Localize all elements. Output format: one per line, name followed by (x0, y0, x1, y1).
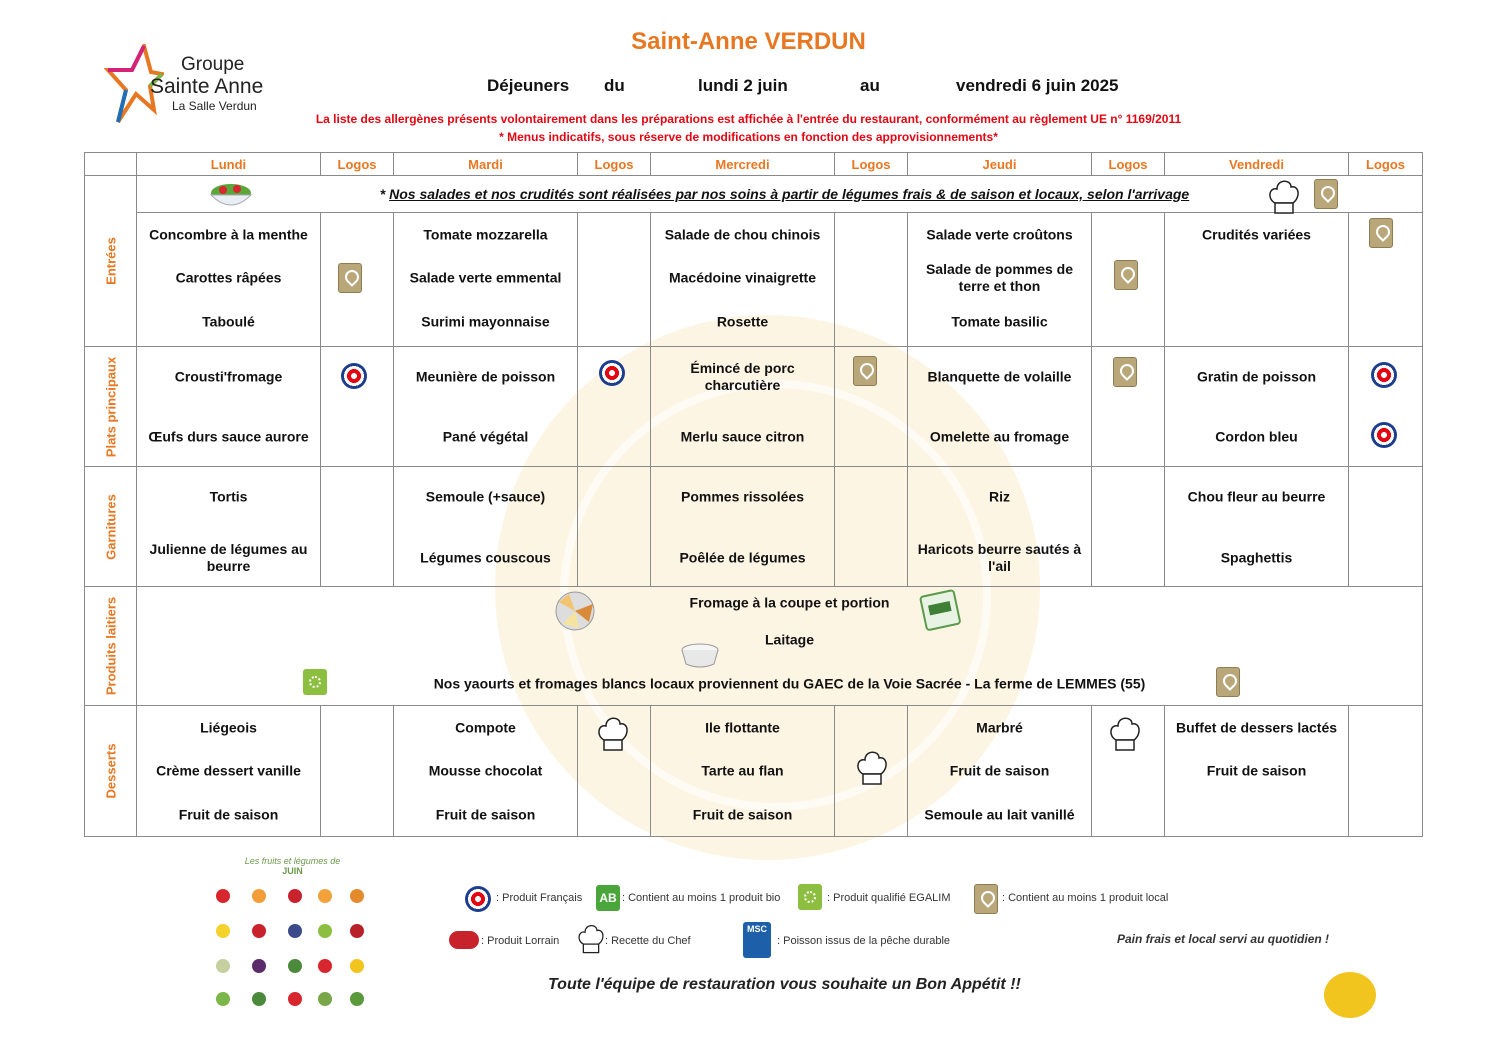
salad-note-star: * (379, 186, 390, 202)
dish: Crudités variées (1202, 226, 1311, 243)
laitiers-cell (137, 587, 1423, 706)
logo-line2: Sainte Anne (150, 75, 264, 98)
bon-appetit: Toute l'équipe de restauration vous souhaite un Bon Appétit !! (548, 976, 1021, 993)
period-start: lundi 2 juin (698, 76, 788, 95)
local-product-icon (853, 356, 877, 386)
local-product-icon (1369, 218, 1393, 248)
french-product-icon (465, 886, 491, 912)
logos-mardi (578, 347, 651, 467)
period-du: du (604, 76, 625, 95)
dish: Macédoine vinaigrette (668, 269, 817, 286)
salad-bowl-icon (207, 179, 255, 211)
logos-lundi (321, 347, 394, 467)
legend-bio: : Contient au moins 1 produit bio (622, 892, 781, 904)
produce-grid-icon (205, 876, 380, 1016)
logos-mardi (578, 706, 651, 837)
local-product-icon (974, 884, 998, 914)
chef-hat-icon (1267, 177, 1301, 217)
dish: Mousse chocolat (428, 762, 543, 779)
french-product-icon (341, 363, 367, 389)
chef-hat-icon (596, 714, 630, 754)
poster-title: Les fruits et légumes de (244, 856, 341, 866)
dish: Semoule (+sauce) (425, 488, 546, 505)
logos-mercredi (835, 706, 908, 837)
col-logos: Logos (1092, 153, 1165, 176)
legend-local: : Contient au moins 1 produit local (1002, 892, 1169, 904)
dish: Marbré (976, 719, 1023, 736)
dish: Buffet de dessers lactés (1175, 719, 1338, 736)
menu-disclaimer: * Menus indicatifs, sous réserve de modifications en fonction des approvisionnements* (499, 130, 998, 144)
dish: Compote (455, 719, 516, 736)
dish: Liégeois (200, 719, 257, 736)
category-garnitures: Garnitures (85, 467, 137, 587)
col-logos: Logos (835, 153, 908, 176)
entrees-row (85, 213, 1423, 347)
local-product-icon (1314, 179, 1338, 209)
desserts-lundi (137, 706, 321, 837)
dish: Rosette (716, 313, 769, 330)
dish: Salade de pommes de terre et thon (925, 261, 1074, 294)
french-product-icon (599, 360, 625, 386)
dish: Carottes râpées (175, 269, 282, 286)
legend-lorrain: : Produit Lorrain (481, 935, 560, 947)
garnitures-lundi (137, 467, 321, 587)
dish: Tortis (209, 488, 248, 505)
french-product-icon (1371, 362, 1397, 388)
logos-vendredi (1349, 467, 1423, 587)
entrees-vendredi (1165, 213, 1349, 347)
logos-jeudi (1092, 213, 1165, 347)
dish: Émincé de porc charcutière (690, 360, 795, 393)
col-mardi: Mardi (394, 153, 578, 176)
local-product-icon (338, 263, 362, 293)
poster-month: JUIN (282, 866, 303, 876)
menu-table (84, 152, 1423, 837)
category-desserts: Desserts (85, 706, 137, 837)
logos-lundi (321, 706, 394, 837)
dish: Gratin de poisson (1196, 368, 1316, 385)
dish: Chou fleur au beurre (1187, 488, 1326, 505)
dish: Tomate basilic (951, 313, 1048, 330)
desserts-mardi (394, 706, 578, 837)
col-vendredi: Vendredi (1165, 153, 1349, 176)
garnitures-row (85, 467, 1423, 587)
allergen-notice: La liste des allergènes présents volontairement dans les préparations est affichée à l'entrée du restaurant, conformément au règlement UE n° 1169/2011 (315, 112, 1182, 126)
dish: Pommes rissolées (681, 488, 804, 505)
dish: Œufs durs sauce aurore (148, 428, 309, 445)
dish: Poêlée de légumes (679, 549, 806, 566)
category-plats: Plats principaux (85, 347, 137, 467)
dish: Ile flottante (705, 719, 780, 736)
dish: Surimi mayonnaise (421, 313, 550, 330)
dish: Blanquette de volaille (927, 368, 1072, 385)
june-produce-poster (205, 856, 380, 1024)
dish: Concombre à la menthe (149, 226, 308, 243)
entrees-mardi (394, 213, 578, 347)
desserts-mercredi (651, 706, 835, 837)
bio-icon: AB (596, 885, 620, 911)
local-product-icon (1113, 357, 1137, 387)
legend-francais: : Produit Français (496, 892, 583, 904)
garnitures-jeudi (908, 467, 1092, 587)
dish: Tarte au flan (701, 762, 784, 779)
logos-jeudi (1092, 347, 1165, 467)
dish: Riz (989, 488, 1010, 505)
mille-et-un-repas-logo (1324, 972, 1376, 1018)
category-entrees: Entrées (85, 176, 137, 347)
plats-vendredi (1165, 347, 1349, 467)
dish: Crème dessert vanille (156, 762, 301, 779)
dish: Taboulé (202, 313, 255, 330)
legend-egalim: : Produit qualifié EGALIM (827, 892, 951, 904)
egalim-icon (798, 884, 822, 910)
salad-note: Nos salades et nos crudités sont réalisées par nos soins à partir de légumes frais & de saison et locaux, selon l'arrivage (389, 186, 1190, 202)
msc-icon: MSC (743, 922, 771, 958)
category-laitiers: Produits laitiers (85, 587, 137, 706)
dish: Pané végétal (442, 428, 529, 445)
period-au: au (860, 76, 880, 95)
dish: Omelette au fromage (929, 428, 1070, 445)
period-end: vendredi 6 juin 2025 (956, 76, 1119, 95)
logos-jeudi (1092, 467, 1165, 587)
laitiers-row (85, 587, 1423, 706)
logos-vendredi (1349, 347, 1423, 467)
dish: Semoule au lait vanillé (924, 806, 1075, 823)
logos-vendredi (1349, 213, 1423, 347)
chef-hat-icon (855, 748, 889, 788)
dish: Salade de chou chinois (664, 226, 821, 243)
lorrain-product-icon (449, 931, 479, 949)
salad-note-cell (137, 176, 1423, 213)
period-label: Déjeuners (487, 76, 570, 95)
garnitures-mardi (394, 467, 578, 587)
dish: Merlu sauce citron (680, 428, 805, 445)
dish: Julienne de légumes au beurre (149, 541, 308, 574)
col-jeudi: Jeudi (908, 153, 1092, 176)
header-row (85, 153, 1423, 176)
logo-line1: Groupe (181, 54, 245, 75)
plats-jeudi (908, 347, 1092, 467)
dish: Fruit de saison (178, 806, 279, 823)
dish: Fruit de saison (949, 762, 1050, 779)
dish: Spaghettis (1220, 549, 1293, 566)
col-lundi: Lundi (137, 153, 321, 176)
dish: Fruit de saison (1206, 762, 1307, 779)
logos-mercredi (835, 347, 908, 467)
chef-hat-icon (576, 922, 606, 956)
dish: Salade verte croûtons (926, 226, 1073, 243)
col-logos: Logos (1349, 153, 1423, 176)
chef-hat-icon (1108, 714, 1142, 754)
plats-mercredi (651, 347, 835, 467)
logos-lundi (321, 467, 394, 587)
dish: Crousti'fromage (174, 368, 283, 385)
plats-mardi (394, 347, 578, 467)
logos-jeudi (1092, 706, 1165, 837)
logos-mercredi (835, 467, 908, 587)
laitiers-line1: Fromage à la coupe et portion (689, 594, 890, 611)
entrees-jeudi (908, 213, 1092, 347)
logos-vendredi (1349, 706, 1423, 837)
dish: Tomate mozzarella (423, 226, 548, 243)
salad-note-row (85, 176, 1423, 213)
logos-mardi (578, 213, 651, 347)
garnitures-mercredi (651, 467, 835, 587)
desserts-row (85, 706, 1423, 837)
dish: Haricots beurre sautés à l'ail (917, 541, 1082, 574)
entrees-mercredi (651, 213, 835, 347)
col-logos: Logos (578, 153, 651, 176)
desserts-vendredi (1165, 706, 1349, 837)
entrees-lundi (137, 213, 321, 347)
laitiers-line2: Laitage (764, 631, 814, 648)
french-product-icon (1371, 422, 1397, 448)
logos-mercredi (835, 213, 908, 347)
pain-note: Pain frais et local servi au quotidien ! (1117, 932, 1330, 946)
logos-mardi (578, 467, 651, 587)
garnitures-vendredi (1165, 467, 1349, 587)
laitiers-line3: Nos yaourts et fromages blancs locaux proviennent du GAEC de la Voie Sacrée - La ferme de LEMMES (55) (433, 675, 1146, 692)
dish: Cordon bleu (1215, 428, 1298, 445)
legend-msc: : Poisson issus de la pêche durable (777, 935, 951, 947)
dish: Fruit de saison (435, 806, 536, 823)
desserts-jeudi (908, 706, 1092, 837)
col-mercredi: Mercredi (651, 153, 835, 176)
dish: Légumes couscous (420, 549, 551, 566)
col-logos: Logos (321, 153, 394, 176)
plats-row (85, 347, 1423, 467)
page-title: Saint-Anne VERDUN (631, 28, 866, 55)
corner-cell (85, 153, 137, 176)
legend-chef: : Recette du Chef (605, 935, 691, 947)
plats-lundi (137, 347, 321, 467)
logos-lundi (321, 213, 394, 347)
local-product-icon (1114, 260, 1138, 290)
logo-line3: La Salle Verdun (172, 99, 257, 113)
dish: Fruit de saison (692, 806, 793, 823)
dish: Meunière de poisson (415, 368, 556, 385)
dish: Salade verte emmental (409, 269, 562, 286)
